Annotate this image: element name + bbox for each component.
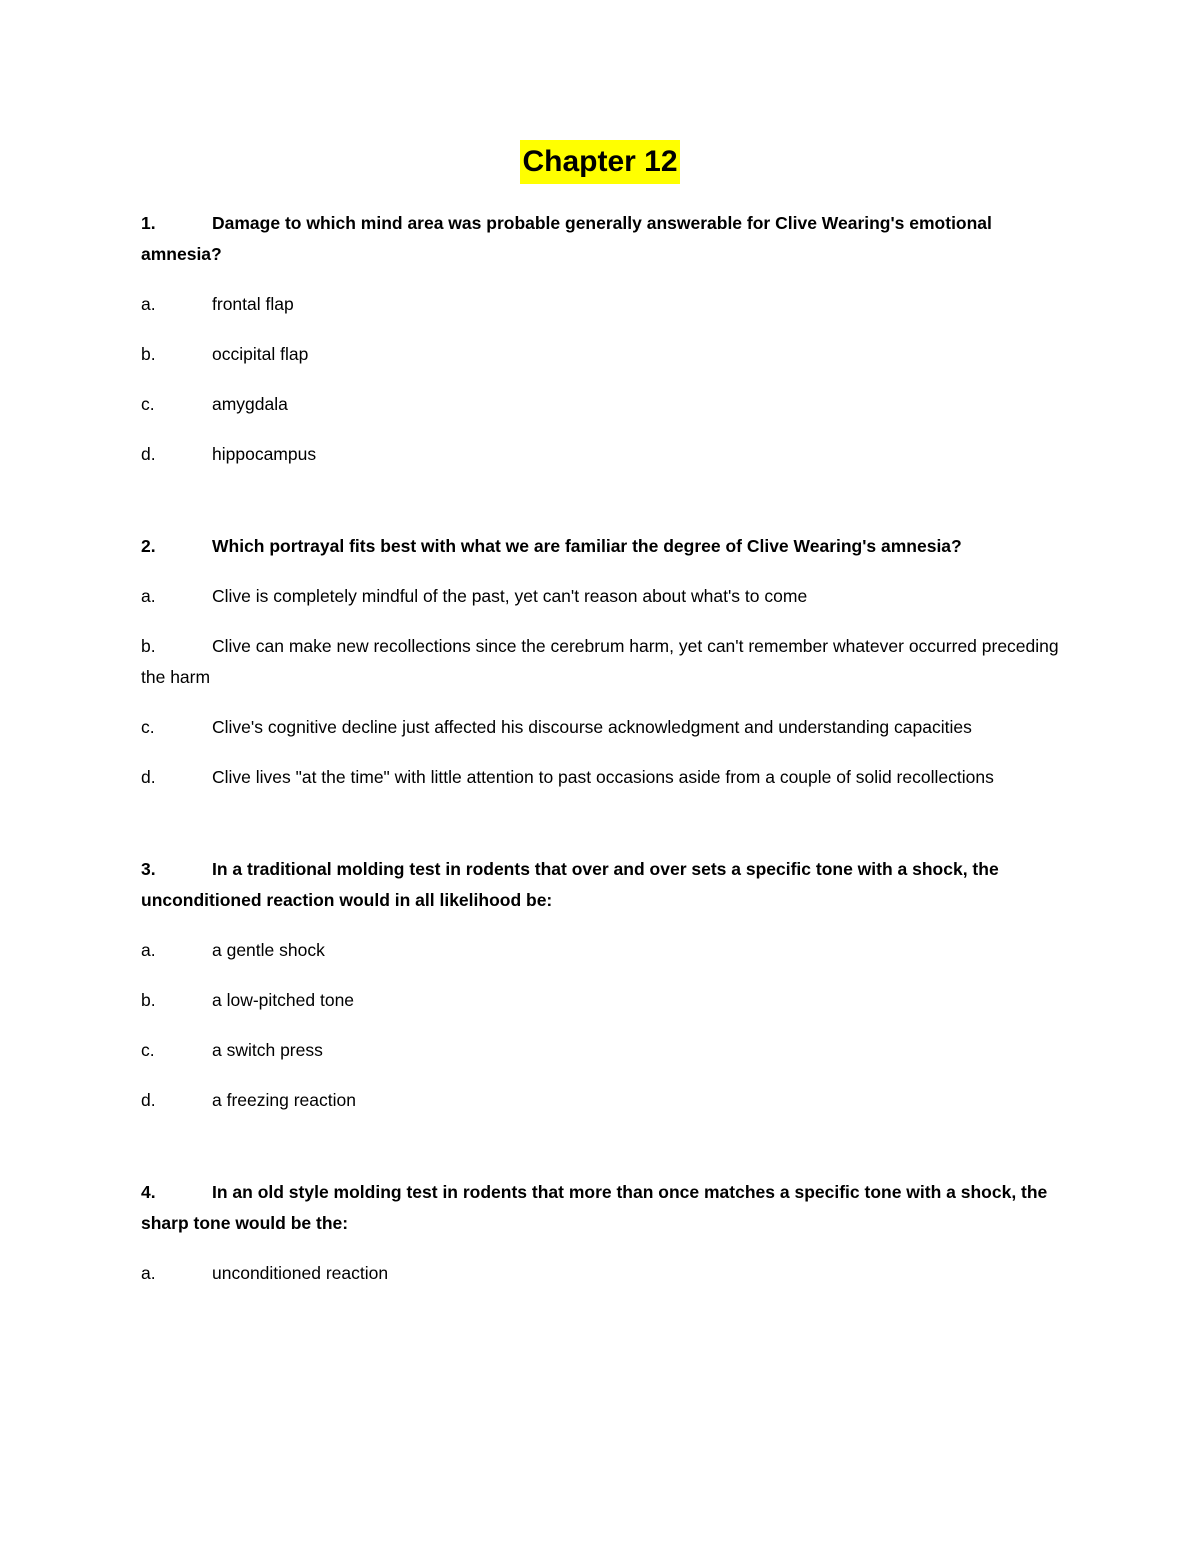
option-text: a low-pitched tone — [212, 990, 355, 1010]
question-list — [141, 208, 1071, 1308]
option-1c — [141, 389, 1071, 420]
question-text: Which portrayal fits best with what we are familiar the degree of Clive Wearing's amnesia? — [212, 536, 962, 556]
option-text: occipital flap — [212, 344, 309, 364]
question-3 — [141, 854, 1071, 916]
option-text: frontal flap — [212, 294, 294, 314]
option-letter: b. — [141, 636, 156, 656]
option-text: Clive's cognitive decline just affected his discourse acknowledgment and understanding capacities — [212, 717, 972, 737]
spacer — [141, 812, 1071, 854]
question-number: 3. — [141, 859, 156, 879]
option-4a — [141, 1258, 1071, 1289]
question-2 — [141, 531, 1071, 562]
option-letter: d. — [141, 1090, 156, 1110]
option-3c — [141, 1035, 1071, 1066]
option-letter: d. — [141, 444, 156, 464]
question-text: Damage to which mind area was probable generally answerable for Clive Wearing's emotional amnesia? — [141, 213, 992, 264]
option-text: a gentle shock — [212, 940, 325, 960]
option-text: unconditioned reaction — [212, 1263, 389, 1283]
option-letter: b. — [141, 344, 156, 364]
option-text: a switch press — [212, 1040, 323, 1060]
option-letter: a. — [141, 940, 156, 960]
option-1a — [141, 289, 1071, 320]
option-3b — [141, 985, 1071, 1016]
option-1b — [141, 339, 1071, 370]
option-2d — [141, 762, 1071, 793]
question-number: 1. — [141, 213, 156, 233]
option-2b — [141, 631, 1071, 693]
option-letter: d. — [141, 767, 156, 787]
option-letter: a. — [141, 1263, 156, 1283]
question-number: 2. — [141, 536, 156, 556]
option-text: Clive lives "at the time" with little attention to past occasions aside from a couple of solid recollections — [212, 767, 994, 787]
option-letter: b. — [141, 990, 156, 1010]
spacer — [141, 1135, 1071, 1177]
title-container — [0, 140, 1200, 184]
question-number: 4. — [141, 1182, 156, 1202]
option-text: Clive is completely mindful of the past, yet can't reason about what's to come — [212, 586, 808, 606]
option-letter: a. — [141, 294, 156, 314]
option-text: amygdala — [212, 394, 288, 414]
option-letter: c. — [141, 1040, 155, 1060]
option-text: hippocampus — [212, 444, 317, 464]
question-text: In an old style molding test in rodents that more than once matches a specific tone with a shock, the sharp tone would be the: — [141, 1182, 1048, 1233]
option-letter: a. — [141, 586, 156, 606]
option-2c — [141, 712, 1071, 743]
option-3d — [141, 1085, 1071, 1116]
option-letter: c. — [141, 394, 155, 414]
question-1 — [141, 208, 1071, 270]
option-letter: c. — [141, 717, 155, 737]
option-text: Clive can make new recollections since the cerebrum harm, yet can't remember whatever occurred preceding the harm — [141, 636, 1059, 687]
chapter-title: Chapter 12 — [520, 140, 679, 184]
option-1d — [141, 439, 1071, 470]
option-text: a freezing reaction — [212, 1090, 356, 1110]
question-text: In a traditional molding test in rodents that over and over sets a specific tone with a shock, the unconditioned reaction would in all likelihood be: — [141, 859, 999, 910]
option-3a — [141, 935, 1071, 966]
option-2a — [141, 581, 1071, 612]
spacer — [141, 489, 1071, 531]
question-4 — [141, 1177, 1071, 1239]
